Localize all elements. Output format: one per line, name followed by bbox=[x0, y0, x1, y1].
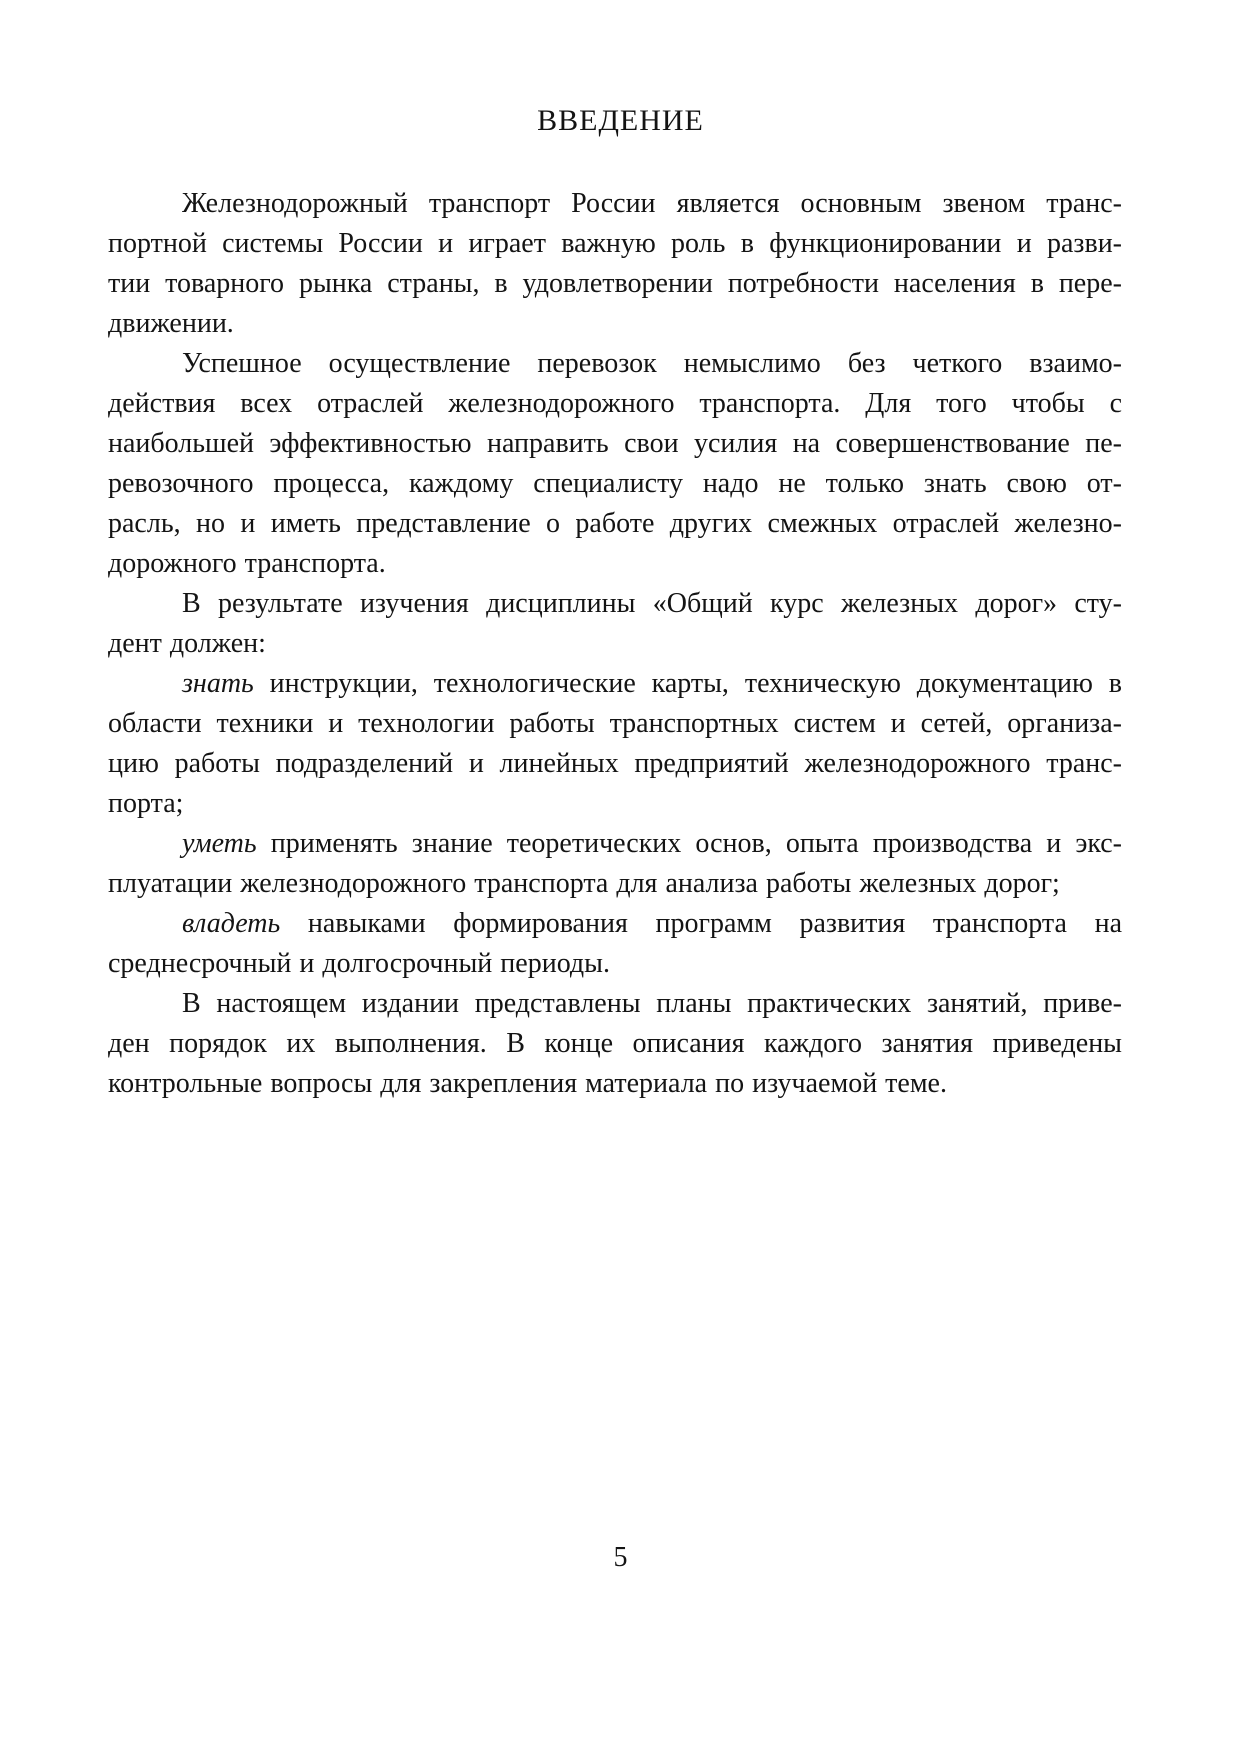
text-line: дент должен: bbox=[108, 628, 266, 659]
text-line: действия всех отраслей железнодорожного транспорта. Для того чтобы с bbox=[108, 388, 1122, 419]
text-line: Успешное осуществление перевозок немыслимо без четкого взаимо- bbox=[182, 348, 1122, 379]
text-line: владеть навыками формирования программ развития транспорта на bbox=[182, 908, 1122, 939]
page-number: 5 bbox=[613, 1542, 628, 1573]
text-line: плуатации железнодорожного транспорта для анализа работы железных дорог; bbox=[108, 868, 1060, 899]
text-line: контрольные вопросы для закрепления материала по изучаемой теме. bbox=[108, 1068, 947, 1099]
paragraph bbox=[108, 904, 1122, 984]
paragraph bbox=[108, 184, 1122, 344]
text-line: наибольшей эффективностью направить свои усилия на совершенствование пе- bbox=[108, 428, 1122, 459]
text-line: области техники и технологии работы транспортных систем и сетей, организа- bbox=[108, 708, 1122, 739]
paragraph bbox=[108, 984, 1122, 1104]
text-line: В результате изучения дисциплины «Общий курс железных дорог» сту- bbox=[182, 588, 1122, 619]
paragraph bbox=[108, 664, 1122, 824]
text-line: Железнодорожный транспорт России является основным звеном транс- bbox=[182, 188, 1122, 219]
text-line: порта; bbox=[108, 788, 184, 819]
paragraph bbox=[108, 344, 1122, 584]
italic-term: знать bbox=[182, 668, 254, 699]
text-line: движении. bbox=[108, 308, 234, 339]
text-line: цию работы подразделений и линейных предприятий железнодорожного транс- bbox=[108, 748, 1122, 779]
text-line: ревозочного процесса, каждому специалисту надо не только знать свою от- bbox=[108, 468, 1122, 499]
text-line: среднесрочный и долгосрочный периоды. bbox=[108, 948, 610, 979]
text-line: портной системы России и играет важную роль в функционировании и разви- bbox=[108, 228, 1122, 259]
text-line: дорожного транспорта. bbox=[108, 548, 386, 579]
paragraph bbox=[108, 824, 1122, 904]
page-title: ВВЕДЕНИЕ bbox=[537, 104, 704, 137]
paragraph bbox=[108, 584, 1122, 664]
text-line: тии товарного рынка страны, в удовлетворении потребности населения в пере- bbox=[108, 268, 1122, 299]
italic-term: владеть bbox=[182, 908, 281, 939]
text-line: знать инструкции, технологические карты, техническую документацию в bbox=[182, 668, 1122, 699]
text-line: ден порядок их выполнения. В конце описания каждого занятия приведены bbox=[108, 1028, 1122, 1059]
text-line: В настоящем издании представлены планы практических занятий, приве- bbox=[182, 988, 1122, 1019]
document-body bbox=[108, 184, 1122, 1104]
text-line: расль, но и иметь представление о работе других смежных отраслей железно- bbox=[108, 508, 1122, 539]
italic-term: уметь bbox=[182, 828, 257, 859]
text-line: уметь применять знание теоретических основ, опыта производства и экс- bbox=[182, 828, 1122, 859]
